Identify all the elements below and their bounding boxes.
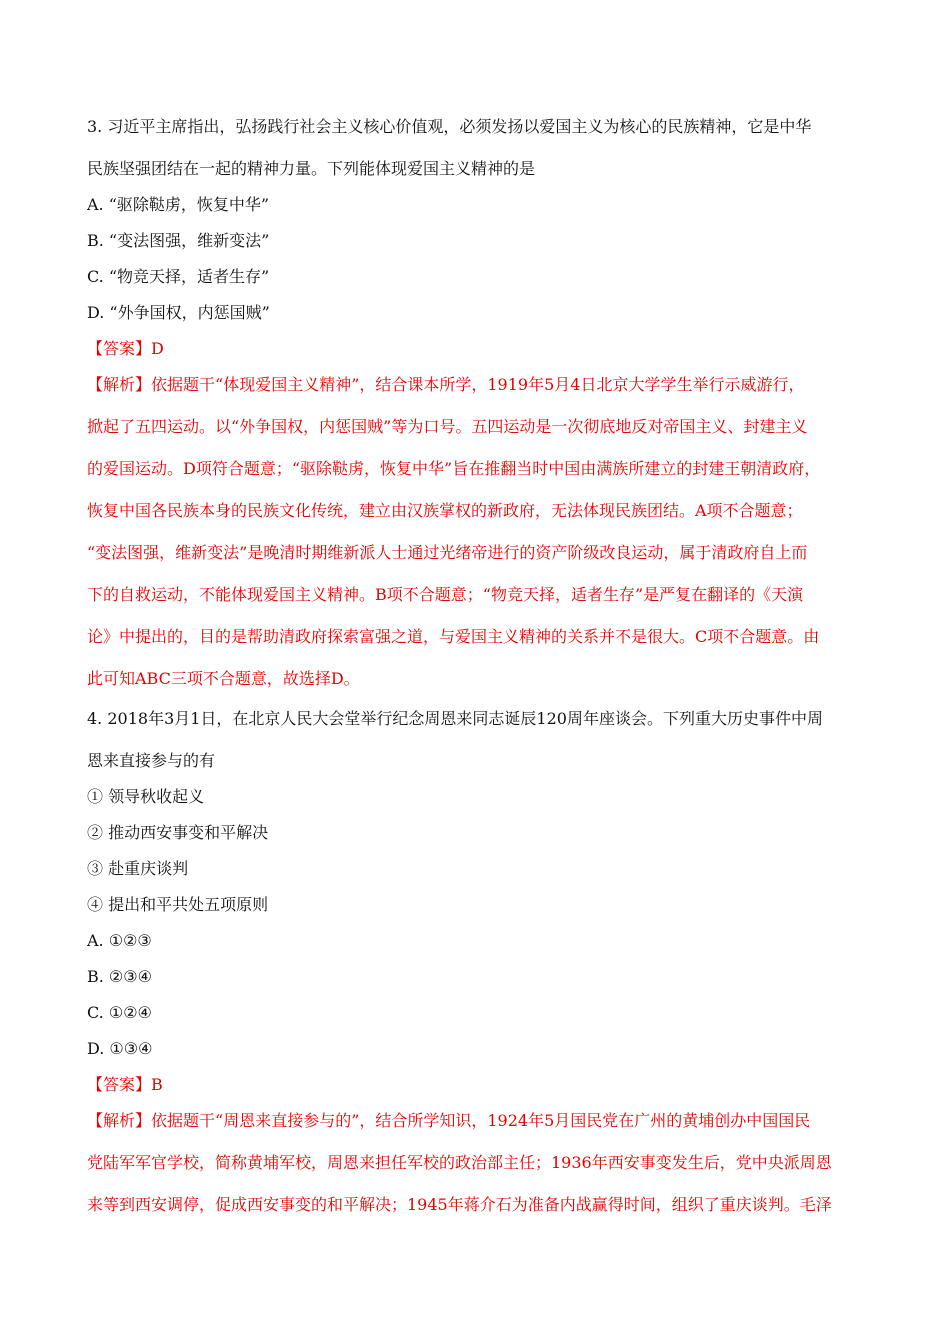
question-4-option-b: B. ②③④ <box>87 967 152 986</box>
question-4-option-d: D. ①③④ <box>87 1039 153 1058</box>
question-4-stem-line-1: 4. 2018年3月1日，在北京人民大会堂举行纪念周恩来同志诞辰120周年座谈会。下列重大历史事件中周 <box>87 709 823 728</box>
question-3-analysis-line-7: 论》中提出的，目的是帮助清政府探索富强之道，与爱国主义精神的关系并不是很大。C项不合题意。由 <box>87 627 820 646</box>
question-3 <box>87 112 867 704</box>
question-3-analysis-line-8: 此可知ABC三项不合题意，故选择D。 <box>87 669 360 688</box>
question-4-item-1: ① 领导秋收起义 <box>87 787 205 806</box>
question-3-stem-line-1: 3. 习近平主席指出，弘扬践行社会主义核心价值观，必须发扬以爱国主义为核心的民族精神，它是中华 <box>87 117 812 136</box>
answer-label: 【答案】 <box>87 1075 152 1094</box>
analysis-text: 依据题干“体现爱国主义精神”，结合课本所学，1919年5月4日北京大学学生举行示威游行， <box>151 375 805 394</box>
analysis-text: 依据题干“周恩来直接参与的”，结合所学知识，1924年5月国民党在广州的黄埔创办中国国民 <box>151 1111 811 1130</box>
question-3-option-d: D. “外争国权，内惩国贼” <box>87 303 270 322</box>
question-3-analysis-line-4: 恢复中国各民族本身的民族文化传统，建立由汉族掌权的新政府，无法体现民族团结。A项不合题意； <box>87 501 803 520</box>
question-3-analysis-line-1 <box>87 370 867 412</box>
document-page <box>87 112 867 1232</box>
question-3-analysis-line-3: 的爱国运动。D项符合题意；“驱除鞑虏，恢复中华”旨在推翻当时中国由满族所建立的封建王朝清政府， <box>87 459 821 478</box>
answer-label: 【答案】 <box>87 339 152 358</box>
question-4-option-c: C. ①②④ <box>87 1003 152 1022</box>
question-4 <box>87 704 867 1232</box>
question-4-analysis-line-2: 党陆军军官学校，简称黄埔军校，周恩来担任军校的政治部主任；1936年西安事变发生后，党中央派周恩 <box>87 1153 832 1172</box>
question-3-analysis-line-2: 掀起了五四运动。以“外争国权，内惩国贼”等为口号。五四运动是一次彻底地反对帝国主义、封建主义 <box>87 417 808 436</box>
question-3-analysis-line-6: 下的自救运动，不能体现爱国主义精神。B项不合题意；“物竞天择，适者生存”是严复在翻译的《天演 <box>87 585 804 604</box>
question-4-item-3: ③ 赴重庆谈判 <box>87 859 189 878</box>
answer-value: D <box>151 339 164 358</box>
analysis-label: 【解析】 <box>87 1111 152 1130</box>
question-3-answer <box>87 334 867 370</box>
question-4-item-2: ② 推动西安事变和平解决 <box>87 823 269 842</box>
question-3-option-c: C. “物竞天择，适者生存” <box>87 267 270 286</box>
question-4-option-a: A. ①②③ <box>87 931 152 950</box>
question-3-option-a: A. “驱除鞑虏，恢复中华” <box>87 195 270 214</box>
question-3-option-b: B. “变法图强，维新变法” <box>87 231 270 250</box>
analysis-label: 【解析】 <box>87 375 152 394</box>
question-4-analysis-line-3: 来等到西安调停，促成西安事变的和平解决；1945年蒋介石为准备内战赢得时间，组织了重庆谈判。毛泽 <box>87 1195 832 1214</box>
question-4-stem-line-2: 恩来直接参与的有 <box>87 751 216 770</box>
question-3-stem-line-2: 民族坚强团结在一起的精神力量。下列能体现爱国主义精神的是 <box>87 159 536 178</box>
question-3-analysis-line-5: “变法图强，维新变法”是晚清时期维新派人士通过光绪帝进行的资产阶级改良运动，属于清政府自上而 <box>87 543 808 562</box>
answer-value: B <box>151 1075 163 1094</box>
question-4-item-4: ④ 提出和平共处五项原则 <box>87 895 269 914</box>
question-4-analysis-line-1 <box>87 1106 867 1148</box>
question-4-answer <box>87 1070 867 1106</box>
